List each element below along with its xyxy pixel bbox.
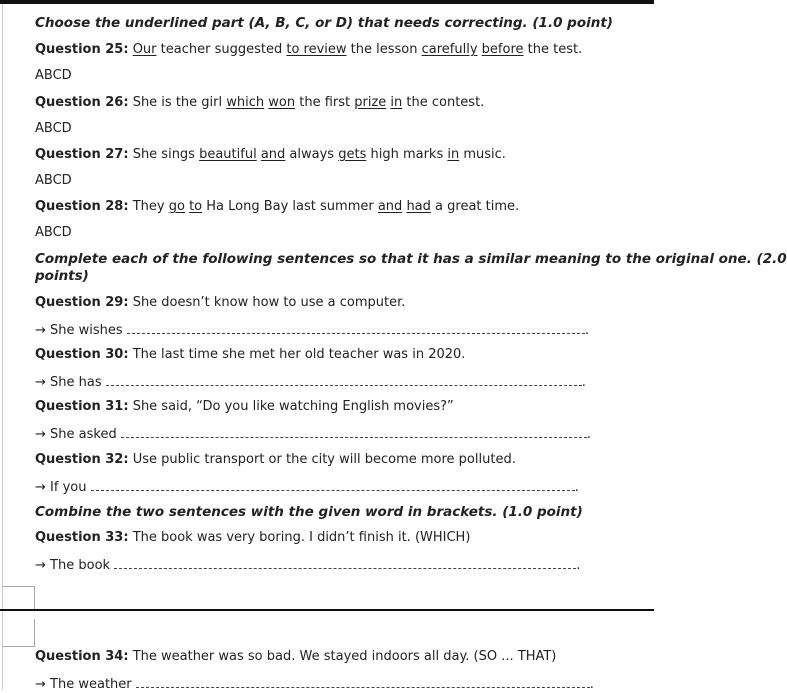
underlined-part-b: and xyxy=(260,147,286,162)
period: . xyxy=(576,558,581,573)
period: . xyxy=(584,323,589,338)
question-text: She sings xyxy=(132,147,200,162)
underlined-part-b: won xyxy=(268,95,296,110)
underlined-part-d: before xyxy=(481,42,524,57)
question-text: The weather was so bad. We stayed indoors all day. (SO ... THAT) xyxy=(132,649,557,664)
section2-heading-line1: Complete each of the following sentences so that it has a similar meaning to the original one. (2.0 xyxy=(35,251,787,267)
question-label: Question 25: xyxy=(35,42,129,57)
arrow-icon: → xyxy=(35,427,46,442)
underlined-part-b: to xyxy=(189,199,203,214)
period: . xyxy=(574,480,579,495)
answer-line-33 xyxy=(35,556,580,574)
question-31 xyxy=(35,399,454,415)
question-text: music. xyxy=(459,147,506,162)
section2-heading-line2: points) xyxy=(35,268,89,284)
arrow-icon: → xyxy=(35,480,46,495)
underlined-part-d: in xyxy=(447,147,460,162)
underlined-part-a: go xyxy=(168,199,185,214)
question-text: the contest. xyxy=(402,95,485,110)
question-label: Question 29: xyxy=(35,295,129,310)
answer-options: ABCD xyxy=(35,225,72,240)
question-text: the test. xyxy=(523,42,583,57)
question-label: Question 33: xyxy=(35,530,129,545)
question-text: the first xyxy=(295,95,355,110)
question-text: The last time she met her old teacher was in 2020. xyxy=(132,347,466,362)
arrow-icon: → xyxy=(35,558,46,573)
answer-blank[interactable] xyxy=(114,556,576,569)
underlined-part-c: gets xyxy=(338,147,367,162)
answer-prompt: She asked xyxy=(50,427,117,442)
question-33 xyxy=(35,530,470,546)
page-separator xyxy=(0,609,654,611)
underlined-part-a: which xyxy=(226,95,265,110)
answer-line-34 xyxy=(35,675,594,693)
underlined-part-d: had xyxy=(406,199,431,214)
answer-options: ABCD xyxy=(35,121,72,136)
arrow-icon: → xyxy=(35,375,46,390)
question-label: Question 32: xyxy=(35,452,129,467)
question-text: She said, “Do you like watching English movies?” xyxy=(132,399,454,414)
question-27 xyxy=(35,147,506,163)
answer-blank[interactable] xyxy=(127,321,585,334)
question-text: always xyxy=(285,147,339,162)
question-label: Question 34: xyxy=(35,649,129,664)
underlined-part-c: prize xyxy=(354,95,387,110)
question-label: Question 28: xyxy=(35,199,129,214)
question-25 xyxy=(35,42,582,58)
answer-line-31 xyxy=(35,425,591,443)
underlined-part-d: in xyxy=(390,95,403,110)
question-26 xyxy=(35,95,484,111)
underlined-part-a: beautiful xyxy=(199,147,257,162)
section1-heading: Choose the underlined part (A, B, C, or D) that needs correcting. (1.0 point) xyxy=(35,15,613,31)
answer-options: ABCD xyxy=(35,173,72,188)
answer-blank[interactable] xyxy=(106,373,582,386)
period: . xyxy=(586,427,592,442)
question-text: the lesson xyxy=(346,42,422,57)
question-label: Question 27: xyxy=(35,147,129,162)
answer-prompt: She wishes xyxy=(50,323,123,338)
period: . xyxy=(581,375,586,390)
page-corner-mark xyxy=(2,619,35,647)
question-text: Ha Long Bay last summer xyxy=(202,199,378,214)
question-text: high marks xyxy=(366,147,448,162)
answer-line-29 xyxy=(35,321,589,339)
underlined-part-a: Our xyxy=(132,42,157,57)
question-text: She doesn’t know how to use a computer. xyxy=(132,295,406,310)
question-text: The book was very boring. I didn’t finish it. (WHICH) xyxy=(132,530,471,545)
underlined-part-b: to review xyxy=(286,42,347,57)
answer-blank[interactable] xyxy=(136,675,590,688)
question-32 xyxy=(35,452,516,468)
question-text: She is the girl xyxy=(132,95,227,110)
question-text: Use public transport or the city will become more polluted. xyxy=(132,452,516,467)
arrow-icon: → xyxy=(35,323,46,338)
answer-blank[interactable] xyxy=(121,425,587,438)
question-30 xyxy=(35,347,465,363)
question-label: Question 30: xyxy=(35,347,129,362)
question-text: a great time. xyxy=(430,199,520,214)
answer-prompt: She has xyxy=(50,375,102,390)
answer-prompt: The weather xyxy=(50,677,132,692)
question-text: teacher suggested xyxy=(156,42,287,57)
underlined-part-c: and xyxy=(377,199,403,214)
question-34 xyxy=(35,649,556,665)
answer-line-30 xyxy=(35,373,586,391)
question-label: Question 31: xyxy=(35,399,129,414)
question-28 xyxy=(35,199,519,215)
section3-heading: Combine the two sentences with the given word in brackets. (1.0 point) xyxy=(35,504,583,520)
question-29 xyxy=(35,295,405,311)
period: . xyxy=(589,677,594,692)
underlined-part-c: carefully xyxy=(421,42,478,57)
arrow-icon: → xyxy=(35,677,46,692)
answer-prompt: If you xyxy=(50,480,87,495)
answer-line-32 xyxy=(35,478,579,496)
answer-blank[interactable] xyxy=(91,478,575,491)
answer-options: ABCD xyxy=(35,68,72,83)
answer-prompt: The book xyxy=(50,558,111,573)
question-label: Question 26: xyxy=(35,95,129,110)
page-corner-mark xyxy=(2,586,35,611)
top-border xyxy=(0,0,654,4)
question-text: They xyxy=(132,199,169,214)
